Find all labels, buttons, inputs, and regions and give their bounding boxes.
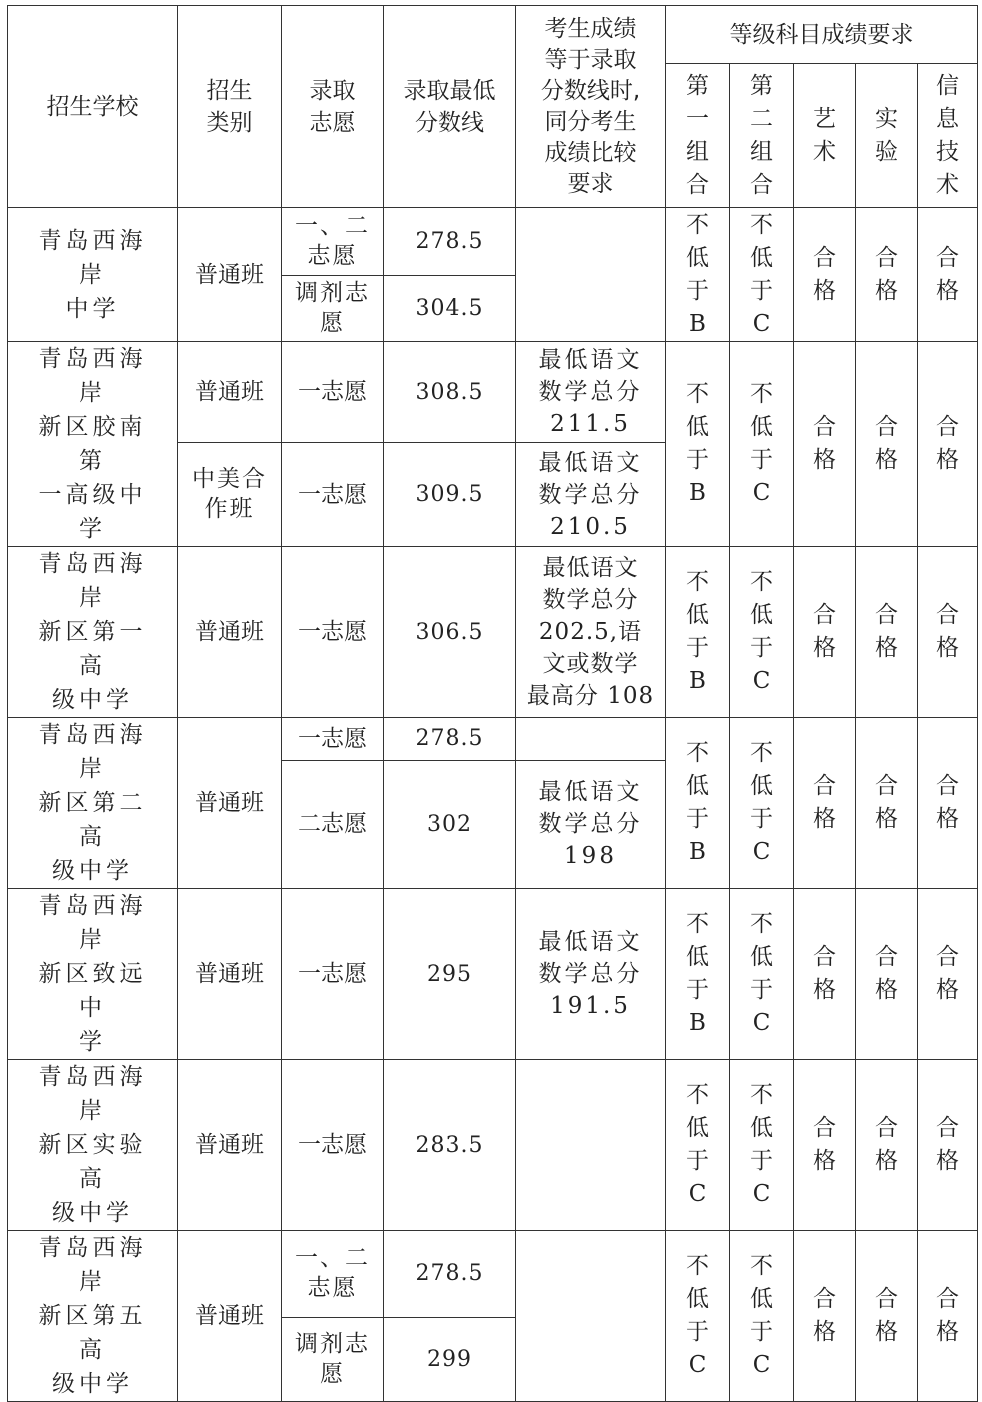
grade1-cell	[666, 208, 730, 342]
grade2-text: 不低于C	[750, 911, 773, 1036]
grade4-text: 合格	[875, 244, 898, 304]
wish-text: 调剂志 愿	[295, 280, 370, 336]
header-wish	[282, 6, 384, 208]
grade1-text: 不低于B	[686, 211, 709, 337]
table-row	[8, 889, 978, 1060]
table-row	[8, 1231, 978, 1318]
req-cell	[516, 760, 666, 888]
score-cell	[384, 547, 516, 718]
grade1-text: 不低于B	[686, 569, 709, 694]
req-text: 最低语文 数学总分 202.5,语 文或数学 最高分 108	[526, 555, 655, 709]
grade1-text: 不低于B	[686, 381, 709, 506]
wish-cell	[282, 1060, 384, 1231]
grade4-text: 合格	[875, 944, 898, 1003]
wish-text: 二志愿	[298, 811, 367, 838]
header-tie-rule	[516, 6, 666, 208]
category-cell	[178, 1060, 282, 1231]
score-text: 306.5	[415, 619, 484, 645]
req-cell	[516, 208, 666, 342]
grade4-text: 合格	[875, 414, 898, 473]
category-cell	[178, 1231, 282, 1402]
score-text: 308.5	[415, 379, 484, 405]
grade4-cell	[856, 889, 918, 1060]
grade3-cell	[794, 889, 856, 1060]
wish-cell	[282, 276, 384, 342]
wish-cell	[282, 760, 384, 888]
score-cell	[384, 760, 516, 888]
category-cell	[178, 208, 282, 342]
table-row	[8, 1060, 978, 1231]
grade3-cell	[794, 1231, 856, 1402]
school-name: 青岛西海岸 新区第五高 级中学	[38, 1235, 147, 1397]
wish-cell	[282, 208, 384, 276]
table-row	[8, 547, 978, 718]
grade2-text: 不低于C	[750, 740, 773, 865]
grade3-text: 合格	[813, 244, 836, 304]
header-sub3-text: 艺术	[813, 105, 836, 165]
score-text: 302	[427, 811, 472, 837]
grade1-text: 不低于B	[686, 911, 709, 1036]
category-cell	[178, 443, 282, 547]
grade5-cell	[918, 547, 978, 718]
grade2-text: 不低于C	[750, 1082, 773, 1207]
score-text: 295	[427, 961, 472, 987]
category-text: 普通班	[195, 619, 264, 645]
wish-cell	[282, 1317, 384, 1401]
school-cell	[8, 547, 178, 718]
school-cell	[8, 342, 178, 547]
header-wish-text: 录取 志愿	[309, 77, 356, 136]
category-cell	[178, 889, 282, 1060]
grade5-text: 合格	[936, 1286, 959, 1345]
wish-text: 一志愿	[298, 619, 367, 645]
header-sub4-text: 实验	[875, 105, 898, 165]
header-sub5-text: 信息技术	[936, 72, 959, 198]
req-text: 最低语文 数学总分 210.5	[538, 449, 643, 540]
school-cell	[8, 208, 178, 342]
grade1-cell	[666, 889, 730, 1060]
grade3-text: 合格	[813, 1115, 836, 1174]
grade2-cell	[730, 718, 794, 889]
req-cell	[516, 1060, 666, 1231]
header-school-text: 招生学校	[46, 93, 139, 120]
grade4-cell	[856, 1231, 918, 1402]
table-row	[8, 208, 978, 276]
grade2-text: 不低于C	[750, 381, 773, 506]
grade1-cell	[666, 342, 730, 547]
header-sub3	[794, 64, 856, 208]
category-text: 普通班	[195, 379, 264, 406]
category-text: 普通班	[195, 1303, 264, 1329]
grade3-cell	[794, 547, 856, 718]
grade4-text: 合格	[875, 1286, 898, 1345]
wish-cell	[282, 443, 384, 547]
grade5-cell	[918, 889, 978, 1060]
grade2-cell	[730, 1060, 794, 1231]
score-cell	[384, 208, 516, 276]
grade4-cell	[856, 342, 918, 547]
grade4-text: 合格	[875, 602, 898, 661]
header-grade-req-text: 等级科目成绩要求	[729, 21, 914, 48]
header-sub2	[730, 64, 794, 208]
grade1-cell	[666, 1060, 730, 1231]
header-sub5	[918, 64, 978, 208]
req-cell	[516, 443, 666, 547]
wish-text: 一志愿	[298, 379, 367, 406]
req-text: 最低语文 数学总分 198	[538, 779, 643, 870]
score-text: 299	[427, 1346, 472, 1372]
grade5-text: 合格	[936, 244, 959, 304]
grade2-cell	[730, 1231, 794, 1402]
wish-text: 一、二 志愿	[295, 1245, 370, 1302]
score-text: 309.5	[415, 482, 484, 508]
wish-text: 调剂志 愿	[295, 1330, 370, 1387]
grade5-text: 合格	[936, 1115, 959, 1174]
grade4-text: 合格	[875, 773, 898, 832]
score-cell	[384, 1060, 516, 1231]
grade4-cell	[856, 547, 918, 718]
school-name: 青岛西海岸 新区实验高 级中学	[38, 1064, 147, 1226]
grade3-cell	[794, 1060, 856, 1231]
header-tie-rule-text: 考生成绩 等于录取 分数线时, 同分考生 成绩比较 要求	[540, 15, 641, 197]
grade3-text: 合格	[813, 1286, 836, 1345]
grade1-text: 不低于C	[686, 1082, 709, 1207]
grade5-cell	[918, 208, 978, 342]
category-text: 中美合 作班	[192, 466, 267, 523]
category-text: 普通班	[195, 790, 264, 816]
header-min-score	[384, 6, 516, 208]
grade5-text: 合格	[936, 944, 959, 1003]
grade2-text: 不低于C	[750, 569, 773, 694]
school-name: 青岛西海岸 新区致远中 学	[38, 893, 147, 1055]
grade2-text: 不低于C	[750, 211, 773, 337]
category-text: 普通班	[195, 261, 264, 288]
score-cell	[384, 889, 516, 1060]
school-cell	[8, 1060, 178, 1231]
header-sub2-text: 第二组合	[750, 72, 773, 198]
score-cell	[384, 1231, 516, 1318]
wish-text: 一志愿	[298, 481, 367, 508]
grade3-cell	[794, 342, 856, 547]
category-cell	[178, 547, 282, 718]
header-category-text: 招生 类别	[206, 77, 253, 136]
score-text: 283.5	[415, 1132, 484, 1158]
grade3-text: 合格	[813, 944, 836, 1003]
admission-table	[7, 5, 978, 1402]
school-cell	[8, 718, 178, 889]
category-text: 普通班	[195, 961, 264, 987]
score-text: 304.5	[415, 296, 484, 321]
grade2-text: 不低于C	[750, 1253, 773, 1378]
grade5-cell	[918, 1060, 978, 1231]
grade5-cell	[918, 718, 978, 889]
grade1-text: 不低于B	[686, 740, 709, 865]
grade2-cell	[730, 342, 794, 547]
grade3-cell	[794, 718, 856, 889]
school-cell	[8, 1231, 178, 1402]
req-cell	[516, 889, 666, 1060]
grade1-cell	[666, 547, 730, 718]
wish-text: 一志愿	[298, 961, 367, 987]
wish-cell	[282, 342, 384, 443]
header-category	[178, 6, 282, 208]
category-cell	[178, 718, 282, 889]
grade1-cell	[666, 1231, 730, 1402]
score-text: 278.5	[415, 229, 484, 254]
header-sub1	[666, 64, 730, 208]
header-min-score-text: 录取最低 分数线	[403, 77, 496, 136]
score-text: 278.5	[415, 1261, 484, 1287]
req-cell	[516, 342, 666, 443]
wish-cell	[282, 1231, 384, 1318]
score-cell	[384, 1317, 516, 1401]
grade3-text: 合格	[813, 414, 836, 473]
table-row	[8, 342, 978, 443]
score-cell	[384, 718, 516, 761]
grade4-text: 合格	[875, 1115, 898, 1174]
req-text: 最低语文 数学总分 211.5	[538, 347, 643, 438]
score-text: 278.5	[415, 726, 484, 752]
header-sub4	[856, 64, 918, 208]
wish-cell	[282, 889, 384, 1060]
grade3-cell	[794, 208, 856, 342]
req-text: 最低语文 数学总分 191.5	[538, 929, 643, 1019]
category-cell	[178, 342, 282, 443]
score-cell	[384, 276, 516, 342]
grade3-text: 合格	[813, 773, 836, 832]
header-school	[8, 6, 178, 208]
school-name: 青岛西海岸 新区胶南第 一高级中学	[38, 346, 147, 542]
req-cell	[516, 1231, 666, 1402]
school-cell	[8, 889, 178, 1060]
grade5-text: 合格	[936, 414, 959, 473]
header-grade-req	[666, 6, 978, 64]
school-name: 青岛西海岸 中学	[38, 227, 147, 322]
wish-text: 一志愿	[298, 1132, 367, 1158]
grade1-text: 不低于C	[686, 1253, 709, 1378]
score-cell	[384, 443, 516, 547]
school-name: 青岛西海岸 新区第二高 级中学	[38, 722, 147, 884]
req-cell	[516, 718, 666, 761]
wish-cell	[282, 718, 384, 761]
grade1-cell	[666, 718, 730, 889]
wish-cell	[282, 547, 384, 718]
school-name: 青岛西海岸 新区第一高 级中学	[38, 551, 147, 713]
category-text: 普通班	[195, 1132, 264, 1158]
grade5-cell	[918, 342, 978, 547]
wish-text: 一志愿	[298, 725, 367, 752]
grade4-cell	[856, 208, 918, 342]
grade4-cell	[856, 718, 918, 889]
grade4-cell	[856, 1060, 918, 1231]
req-cell	[516, 547, 666, 718]
grade5-text: 合格	[936, 773, 959, 832]
score-cell	[384, 342, 516, 443]
table-row	[8, 718, 978, 761]
grade2-cell	[730, 208, 794, 342]
header-sub1-text: 第一组合	[686, 72, 709, 198]
grade3-text: 合格	[813, 602, 836, 661]
grade2-cell	[730, 547, 794, 718]
grade5-cell	[918, 1231, 978, 1402]
grade5-text: 合格	[936, 602, 959, 661]
grade2-cell	[730, 889, 794, 1060]
wish-text: 一、二 志愿	[295, 213, 370, 269]
